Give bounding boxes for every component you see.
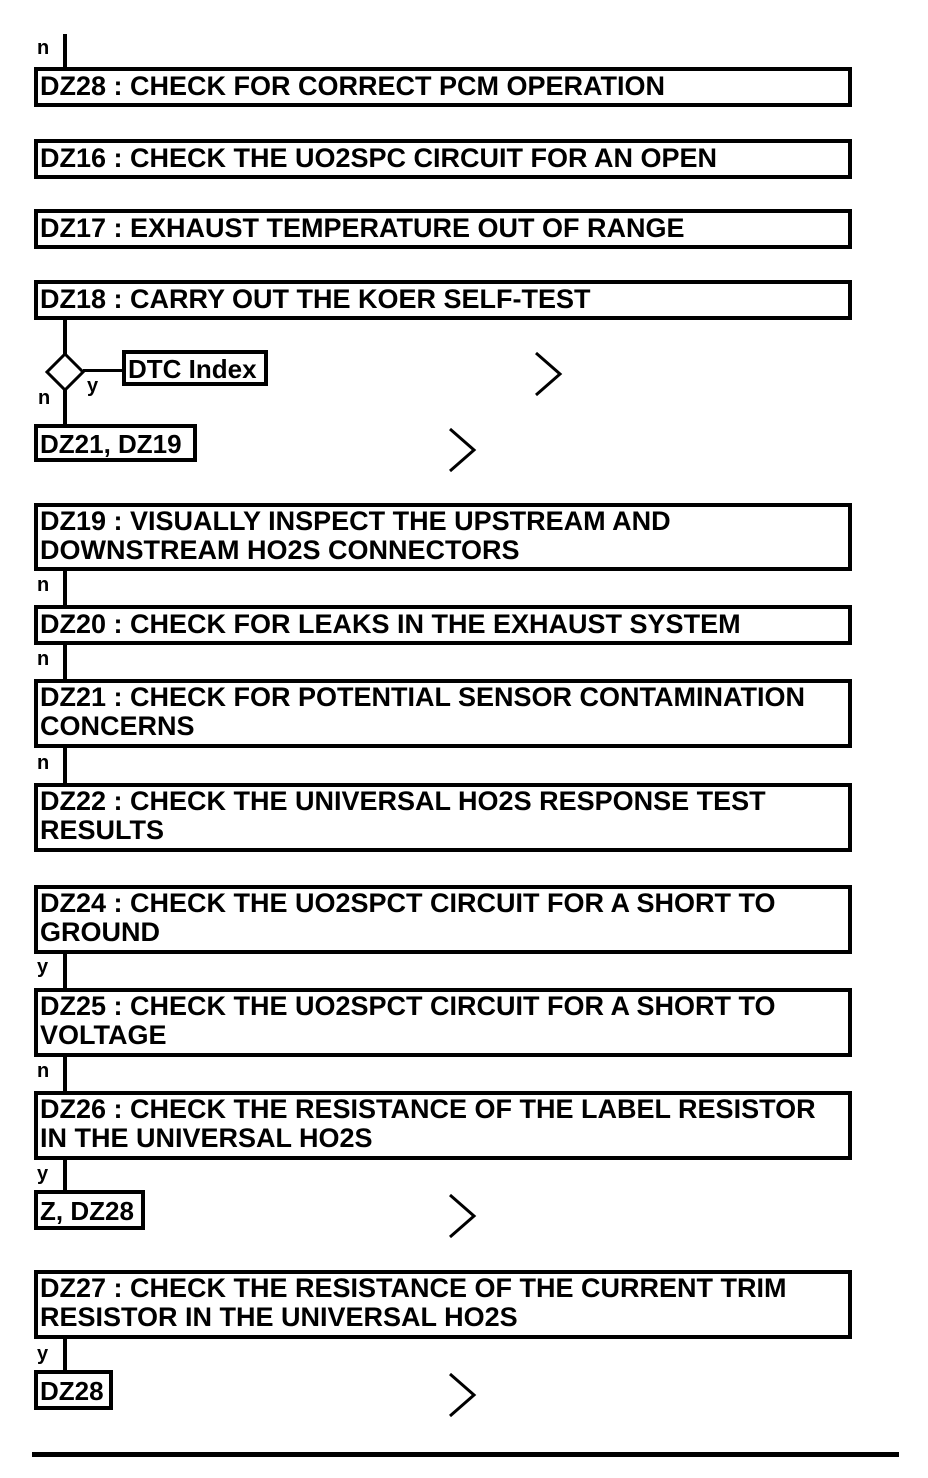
decision-diamond-icon (45, 352, 85, 392)
chevron-right-icon (447, 427, 477, 473)
bottom-divider (32, 1452, 899, 1457)
link-dtc-index[interactable]: DTC Index (122, 350, 268, 386)
branch-label-no: n (37, 37, 50, 59)
step-line: DZ25 : CHECK THE UO2SPCT CIRCUIT FOR A SHORT TO (40, 991, 776, 1021)
step-line: DZ21 : CHECK FOR POTENTIAL SENSOR CONTAMINATION (40, 682, 806, 712)
step-line: DOWNSTREAM HO2S CONNECTORS (40, 535, 520, 565)
connector-line (63, 1055, 67, 1093)
connector-line (63, 34, 67, 70)
step-line: DZ24 : CHECK THE UO2SPCT CIRCUIT FOR A SHORT TO (40, 888, 776, 918)
step-dz20[interactable]: DZ20 : CHECK FOR LEAKS IN THE EXHAUST SYSTEM (34, 605, 852, 645)
connector-line (63, 390, 67, 426)
connector-line (63, 643, 67, 681)
connector-line (63, 746, 67, 784)
step-line: GROUND (40, 917, 160, 947)
step-line: VOLTAGE (40, 1020, 167, 1050)
step-dz16[interactable]: DZ16 : CHECK THE UO2SPC CIRCUIT FOR AN OPEN (34, 139, 852, 179)
step-dz25[interactable] (34, 988, 852, 1057)
branch-label-yes: y (37, 956, 49, 978)
step-dz21[interactable] (34, 679, 852, 748)
step-dz26[interactable] (34, 1091, 852, 1160)
step-dz18[interactable]: DZ18 : CARRY OUT THE KOER SELF-TEST (34, 280, 852, 320)
step-line: RESULTS (40, 815, 165, 845)
step-line: DZ27 : CHECK THE RESISTANCE OF THE CURRENT TRIM (40, 1273, 787, 1303)
link-z-dz28[interactable]: Z, DZ28 (34, 1190, 145, 1230)
step-line: IN THE UNIVERSAL HO2S (40, 1123, 373, 1153)
chevron-right-icon (447, 1372, 477, 1418)
branch-label-yes: y (87, 375, 99, 397)
connector-line (63, 318, 67, 354)
branch-label-no: n (37, 648, 50, 670)
step-line: CONCERNS (40, 711, 195, 741)
connector-line (63, 1337, 67, 1372)
step-line: DZ19 : VISUALLY INSPECT THE UPSTREAM AND (40, 506, 671, 536)
step-dz27[interactable] (34, 1270, 852, 1339)
step-dz17[interactable]: DZ17 : EXHAUST TEMPERATURE OUT OF RANGE (34, 209, 852, 249)
connector-line (63, 1158, 67, 1192)
connector-line (63, 952, 67, 990)
link-dz28[interactable]: DZ28 (34, 1370, 113, 1410)
branch-label-no: n (37, 574, 50, 596)
branch-label-no: n (37, 752, 50, 774)
chevron-right-icon (447, 1193, 477, 1239)
connector-line (63, 569, 67, 607)
step-line: RESISTOR IN THE UNIVERSAL HO2S (40, 1302, 518, 1332)
step-dz22[interactable] (34, 783, 852, 852)
link-dz21-dz19[interactable]: DZ21, DZ19 (34, 424, 197, 462)
branch-label-yes: y (37, 1343, 49, 1365)
connector-line (83, 369, 123, 372)
branch-label-no: n (37, 1060, 50, 1082)
branch-label-yes: y (37, 1163, 49, 1185)
chevron-right-icon (533, 351, 563, 397)
step-dz24[interactable] (34, 885, 852, 954)
branch-label-no: n (38, 387, 51, 409)
step-line: DZ22 : CHECK THE UNIVERSAL HO2S RESPONSE TEST (40, 786, 766, 816)
step-dz28[interactable]: DZ28 : CHECK FOR CORRECT PCM OPERATION (34, 67, 852, 107)
step-line: DZ26 : CHECK THE RESISTANCE OF THE LABEL RESISTOR (40, 1094, 816, 1124)
step-dz19[interactable] (34, 503, 852, 571)
